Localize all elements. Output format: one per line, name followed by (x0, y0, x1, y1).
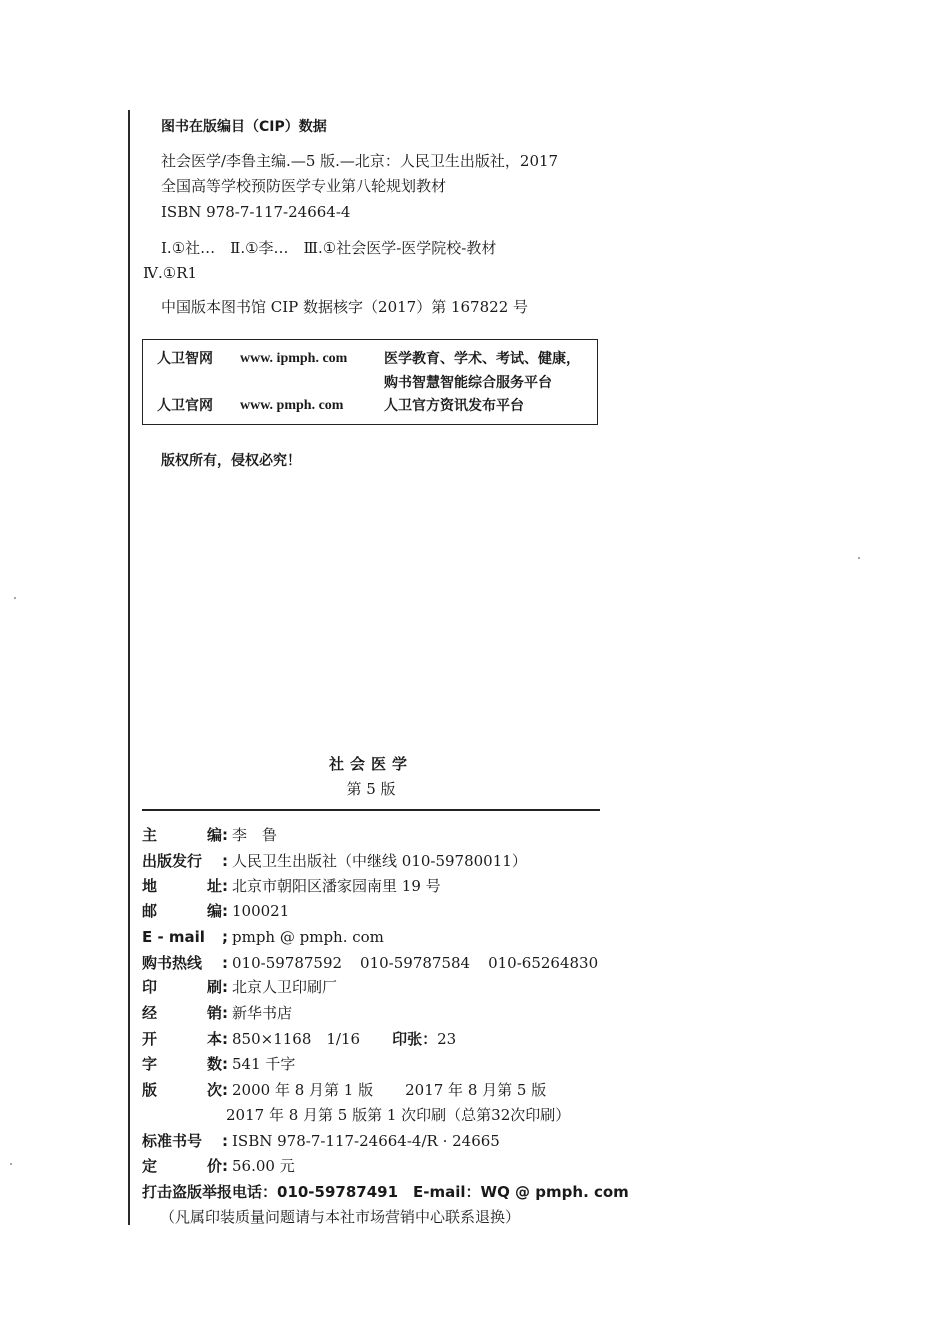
value-hotline: 010-59787592 010-59787584 010-65264830 (232, 954, 599, 972)
portal-desc-pmph: 人卫官方资讯发布平台 (384, 398, 524, 414)
value-address: 北京市朝阳区潘家园南里 19 号 (232, 877, 441, 895)
value-publisher: 人民卫生出版社（中继线 010-59780011） (232, 852, 527, 870)
book-title: 社会医学 (328, 755, 413, 773)
colophon-row-printing (224, 1105, 570, 1125)
colophon-row-isbn: 标准书号 : ISBN 978-7-117-24664-4/R · 24665 (142, 1132, 500, 1150)
scan-speck (14, 597, 16, 599)
colophon-row-publisher: 出版发行 : 人民卫生出版社（中继线 010-59780011） (142, 852, 527, 870)
scan-speck (858, 557, 860, 559)
value-price: 56.00 元 (232, 1157, 295, 1175)
copyright-notice: 版权所有，侵权必究！ (161, 453, 301, 469)
label-seller: 经 销 (142, 1004, 222, 1022)
colophon-row-words: 字 数 : 541 千字 (142, 1055, 296, 1073)
label-publisher: 出版发行 (142, 852, 203, 870)
colophon-row-edition: 版 次 : 2000 年 8 月第 1 版 2017 年 8 月第 5 版 (142, 1081, 547, 1099)
label-isbn: 标准书号 (142, 1132, 203, 1150)
colophon-row-email: E - mail ; pmph @ pmph. com (142, 928, 384, 946)
colophon-row-hotline: 购书热线 : 010-59787592 010-59787584 010-65264830 (142, 954, 599, 972)
label-postcode: 邮 编 (142, 902, 222, 920)
value-printing: 2017 年 8 月第 5 版第 1 次印刷（总第32次印刷） (226, 1106, 571, 1124)
cip-line-title-author: 社会医学/李鲁主编.—5 版.—北京：人民卫生出版社，2017 (161, 152, 559, 170)
label-hotline: 购书热线 (142, 954, 203, 972)
colophon-divider (142, 809, 600, 811)
value-email: pmph @ pmph. com (232, 928, 384, 946)
value-isbn: ISBN 978-7-117-24664-4/R · 24665 (232, 1132, 500, 1150)
value-editor: 李 鲁 (232, 826, 278, 844)
value-edition: 2000 年 8 月第 1 版 2017 年 8 月第 5 版 (232, 1081, 547, 1099)
colophon-row-editor: 主 编 : 李 鲁 (142, 826, 278, 844)
scan-speck (10, 1163, 12, 1165)
cip-line-record-number: 中国版本图书馆 CIP 数据核字（2017）第 167822 号 (161, 298, 529, 316)
label-format: 开 本 (142, 1030, 222, 1048)
portal-name-ipmph: 人卫智网 (157, 351, 213, 367)
colophon-row-address: 地 址 : 北京市朝阳区潘家园南里 19 号 (142, 877, 441, 895)
cip-line-classification: Ⅳ.①R1 (143, 264, 198, 282)
cip-line-isbn: ISBN 978-7-117-24664-4 (161, 203, 351, 221)
colophon-row-price: 定 价 : 56.00 元 (142, 1157, 295, 1175)
label-words: 字 数 (142, 1055, 222, 1073)
value-seller: 新华书店 (232, 1004, 293, 1022)
colophon-row-seller: 经 销 : 新华书店 (142, 1004, 293, 1022)
value-words: 541 千字 (232, 1055, 296, 1073)
colophon-row-printer: 印 刷 : 北京人卫印刷厂 (142, 978, 338, 996)
colophon-row-format: 开 本 : 850×1168 1/16 印张：23 (142, 1030, 457, 1048)
cip-line-subjects: Ⅰ.①社… Ⅱ.①李… Ⅲ.①社会医学-医学院校-教材 (161, 239, 497, 257)
value-sheets: 23 (437, 1030, 457, 1048)
label-email: E - mail (142, 928, 205, 946)
book-edition: 第 5 版 (346, 780, 396, 798)
piracy-hotline: 打击盗版举报电话：010-59787491 E-mail：WQ @ pmph. com (142, 1183, 629, 1201)
label-address: 地 址 (142, 877, 222, 895)
cip-title: 图书在版编目（CIP）数据 (161, 119, 327, 135)
portal-name-pmph: 人卫官网 (157, 398, 213, 414)
cip-line-series: 全国高等学校预防医学专业第八轮规划教材 (161, 177, 447, 195)
portal-info-box (142, 339, 598, 425)
portal-desc-ipmph-b: 购书智慧智能综合服务平台 (384, 375, 552, 391)
label-edition: 版 次 (142, 1081, 222, 1099)
colophon-row-postcode: 邮 编 : 100021 (142, 902, 290, 920)
portal-desc-ipmph-a: 医学教育、学术、考试、健康， (384, 351, 580, 367)
value-format: 850×1168 1/16 印张：23 (232, 1030, 457, 1048)
label-printer: 印 刷 (142, 978, 222, 996)
label-editor: 主 编 (142, 826, 222, 844)
label-price: 定 价 (142, 1157, 222, 1175)
label-sheets: 印张： (392, 1030, 438, 1048)
quality-notice: （凡属印装质量问题请与本社市场营销中心联系退换） (160, 1208, 521, 1226)
margin-rule (128, 110, 130, 1225)
value-printer: 北京人卫印刷厂 (232, 978, 338, 996)
portal-url-pmph: www. pmph. com (240, 398, 344, 413)
portal-url-ipmph: www. ipmph. com (240, 351, 348, 366)
value-postcode: 100021 (232, 902, 290, 920)
